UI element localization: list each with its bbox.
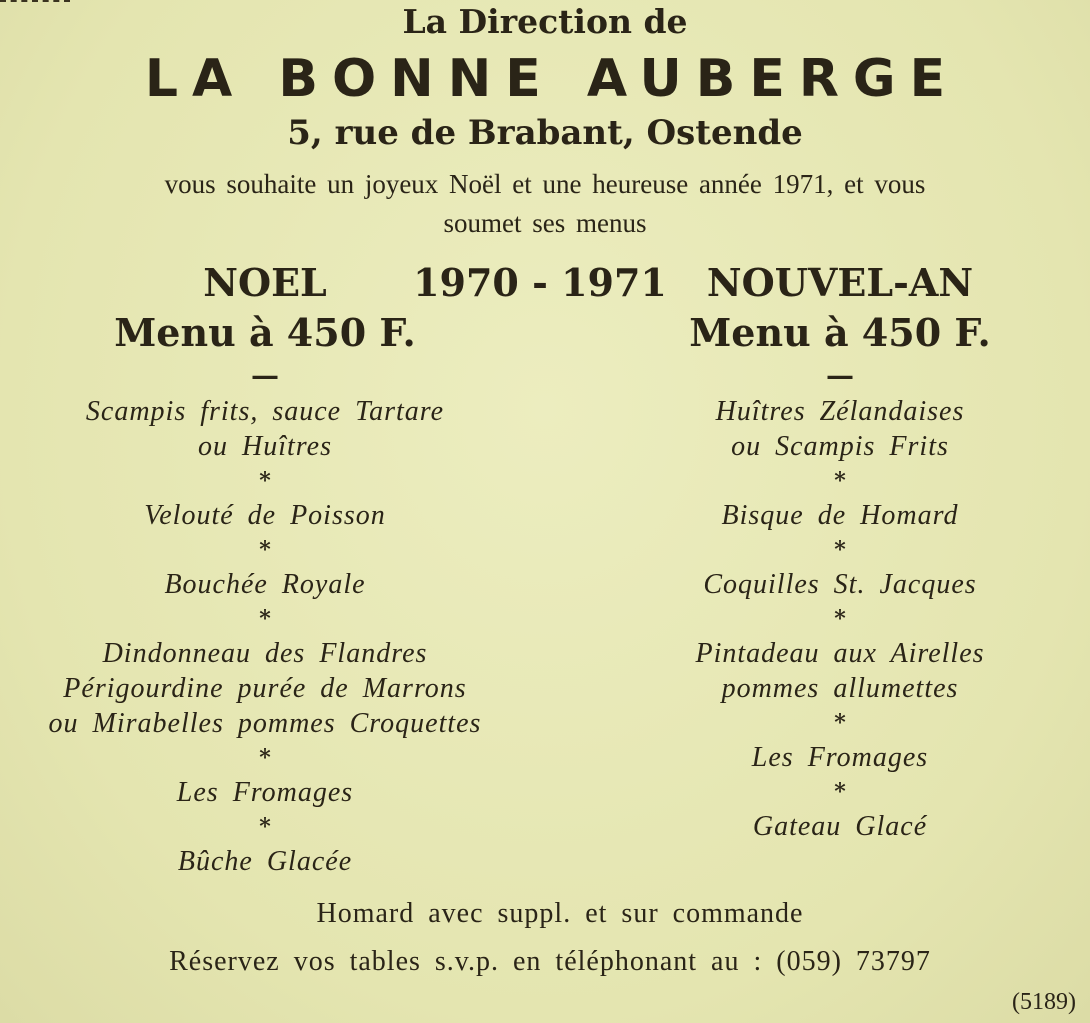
noel-separator-2: * — [259, 537, 271, 563]
noel-course-1b: ou Huîtres — [198, 431, 332, 462]
ad-reference-code: (5189) — [1012, 989, 1076, 1015]
direction-line: La Direction de — [402, 2, 688, 41]
nouvel-an-price: Menu à 450 F. — [689, 310, 991, 355]
noel-course-4a: Dindonneau des Flandres — [102, 638, 428, 669]
nouvel-an-course-3: Coquilles St. Jacques — [703, 569, 977, 600]
noel-price: Menu à 450 F. — [114, 310, 416, 355]
noel-course-3: Bouchée Royale — [164, 569, 366, 600]
noel-course-5: Les Fromages — [176, 777, 354, 808]
nouvel-an-separator-1: * — [834, 468, 846, 494]
noel-course-4c: ou Mirabelles pommes Croquettes — [48, 708, 482, 739]
nouvel-an-course-5: Les Fromages — [751, 742, 929, 773]
noel-separator-4: * — [259, 745, 271, 771]
nouvel-an-course-4b: pommes allumettes — [721, 673, 959, 704]
restaurant-address: 5, rue de Brabant, Ostende — [287, 113, 803, 153]
nouvel-an-course-2: Bisque de Homard — [721, 500, 959, 531]
noel-dash: — — [251, 359, 279, 392]
noel-course-6: Bûche Glacée — [177, 846, 353, 877]
noel-menu — [0, 258, 530, 879]
nouvel-an-course-6: Gateau Glacé — [752, 811, 928, 842]
noel-separator-3: * — [259, 606, 271, 632]
lobster-supplement-note: Homard avec suppl. et sur commande — [316, 898, 804, 929]
noel-course-4b: Périgourdine purée de Marrons — [63, 673, 467, 704]
greeting-line-2: soumet ses menus — [443, 208, 647, 238]
menu-years: 1970 - 1971 — [413, 260, 667, 305]
nouvel-an-dash: — — [826, 359, 854, 392]
noel-separator-1: * — [259, 468, 271, 494]
nouvel-an-separator-2: * — [834, 537, 846, 563]
nouvel-an-course-4a: Pintadeau aux Airelles — [695, 638, 985, 669]
nouvel-an-separator-3: * — [834, 606, 846, 632]
noel-course-1a: Scampis frits, sauce Tartare — [85, 396, 445, 427]
nouvel-an-course-1b: ou Scampis Frits — [731, 431, 949, 462]
reservation-note: Réservez vos tables s.v.p. en téléphonant au : (059) 73797 — [169, 946, 931, 977]
noel-course-2: Velouté de Poisson — [144, 500, 386, 531]
nouvel-an-course-1a: Huîtres Zélandaises — [715, 396, 965, 427]
nouvel-an-separator-5: * — [834, 779, 846, 805]
restaurant-name: LA BONNE AUBERGE — [144, 49, 960, 109]
noel-separator-5: * — [259, 814, 271, 840]
nouvel-an-separator-4: * — [834, 710, 846, 736]
greeting-line-1: vous souhaite un joyeux Noël et une heureuse année 1971, et vous — [164, 169, 926, 199]
noel-title: NOEL — [203, 260, 327, 305]
nouvel-an-title: NOUVEL-AN — [706, 260, 974, 305]
nouvel-an-menu — [610, 258, 1070, 844]
